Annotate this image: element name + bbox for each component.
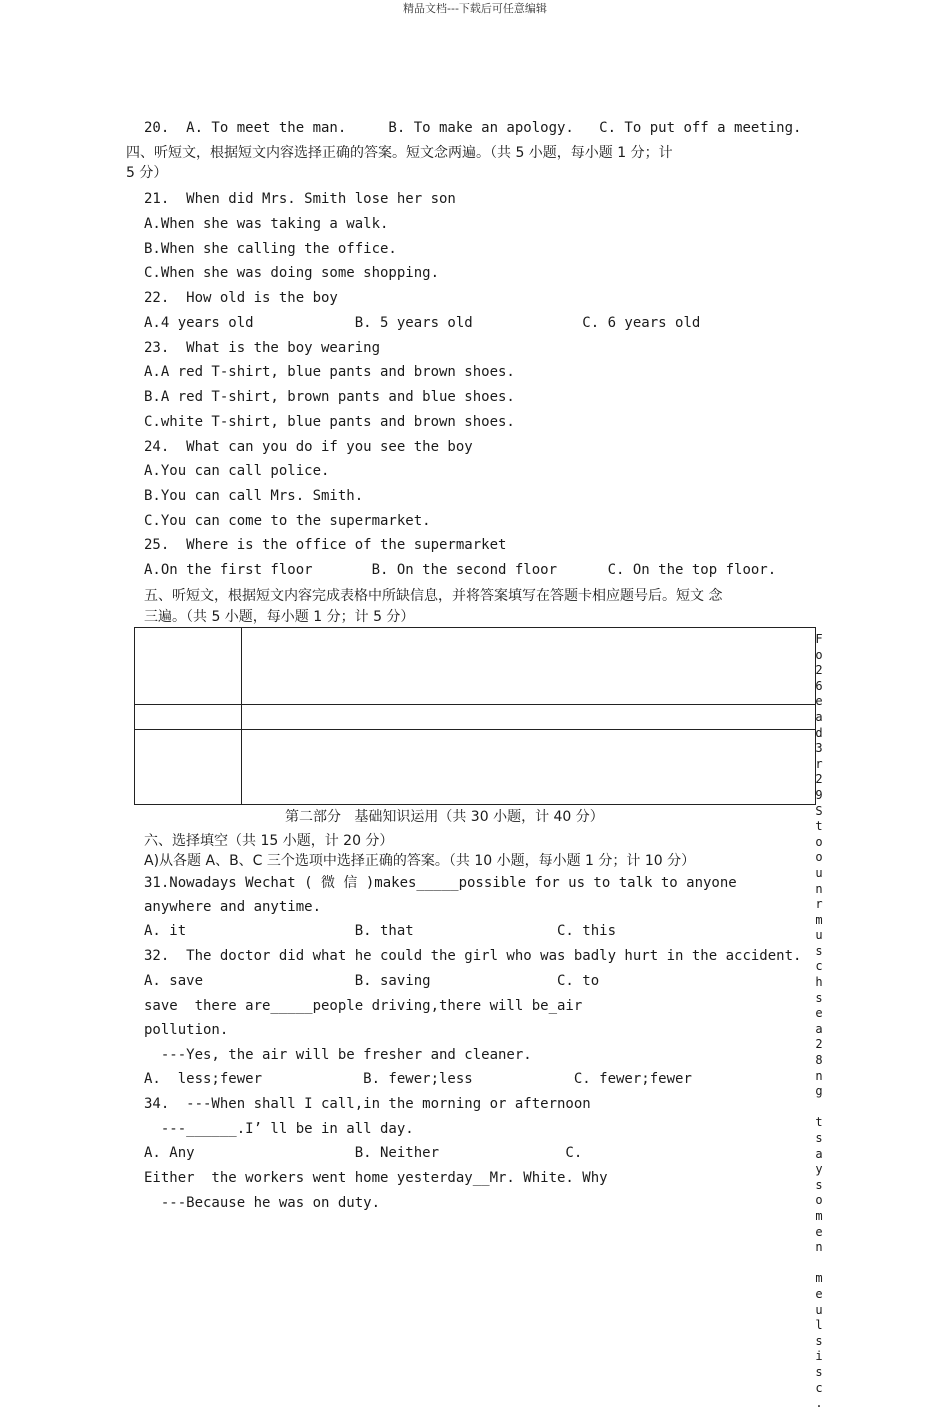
- text-line: 六、选择填空（共 15 小题，计 20 分）: [144, 833, 394, 849]
- page-header: 精品文档---下载后可任意编辑: [403, 2, 547, 15]
- overflow-char: s: [815, 1333, 823, 1348]
- overflow-char: a: [815, 709, 823, 724]
- overflow-char: 2: [815, 1037, 823, 1052]
- text-line: A. less;fewer B. fewer;less C. fewer;fewer: [144, 1071, 692, 1087]
- overflow-char: d: [815, 725, 823, 740]
- table-cell: [242, 628, 816, 705]
- overflow-char: r: [815, 897, 823, 912]
- table-cell: [135, 628, 242, 705]
- text-line: 五、听短文，根据短文内容完成表格中所缺信息，并将答案填写在答题卡相应题号后。短文 念: [144, 588, 723, 604]
- overflow-char: c: [815, 959, 823, 974]
- text-line: ---Because he was on duty.: [144, 1195, 381, 1211]
- overflow-char: u: [815, 865, 823, 880]
- text-line: A.On the first floor B. On the second floor C. On the top floor.: [144, 562, 777, 578]
- text-line: save there are_____people driving,there will be_air: [144, 998, 583, 1014]
- table-cell: [135, 730, 242, 805]
- answer-table: [134, 627, 816, 805]
- text-line: 23. What is the boy wearing: [144, 340, 381, 356]
- text-line: 25. Where is the office of the supermarket: [144, 537, 507, 553]
- overflow-char: u: [815, 1302, 823, 1317]
- text-line: 21. When did Mrs. Smith lose her son: [144, 191, 456, 207]
- text-line: 20. A. To meet the man. B. To make an apology. C. To put off a meeting.: [144, 120, 802, 136]
- overflow-char: 8: [815, 1053, 823, 1068]
- text-line: 第二部分 基础知识运用（共 30 小题，计 40 分）: [285, 809, 604, 825]
- text-line: 22. How old is the boy: [144, 290, 338, 306]
- overflow-char: 2: [815, 772, 823, 787]
- text-line: 5 分）: [126, 165, 168, 181]
- text-line: A.When she was taking a walk.: [144, 216, 389, 232]
- text-line: 三遍。（共 5 小题，每小题 1 分；计 5 分）: [144, 609, 415, 625]
- overflow-char: [812, 1100, 826, 1116]
- overflow-char: m: [815, 912, 823, 927]
- text-line: 24. What can you do if you see the boy: [144, 439, 473, 455]
- overflow-char: a: [815, 1146, 823, 1161]
- text-line: ---______.I’ ll be in all day.: [144, 1121, 414, 1137]
- table-cell: [242, 705, 816, 730]
- overflow-char: e: [815, 694, 823, 709]
- overflow-char: o: [815, 834, 823, 849]
- text-line: B.You can call Mrs. Smith.: [144, 488, 364, 504]
- text-line: 32. The doctor did what he could the girl who was badly hurt in the accident.: [144, 948, 802, 964]
- text-line: B.When she calling the office.: [144, 241, 397, 257]
- text-line: C.white T-shirt, blue pants and brown shoes.: [144, 414, 515, 430]
- overflow-char: s: [815, 943, 823, 958]
- overflow-char: h: [815, 975, 823, 990]
- overflow-char: o: [815, 1193, 823, 1208]
- text-line: A. save B. saving C. to: [144, 973, 600, 989]
- overflow-char: 6: [815, 678, 823, 693]
- overflow-char: n: [815, 881, 823, 896]
- overflow-char: s: [815, 1131, 823, 1145]
- overflow-char: n: [815, 1240, 823, 1255]
- overflow-char: .: [815, 1396, 823, 1411]
- overflow-char: t: [815, 819, 823, 834]
- overflow-char: l: [815, 1318, 823, 1333]
- overflow-char: e: [815, 1286, 823, 1301]
- overflow-char: 3: [815, 741, 823, 756]
- overflow-char: o: [815, 850, 823, 865]
- text-line: anywhere and anytime.: [144, 899, 322, 915]
- overflow-char: m: [815, 1208, 823, 1223]
- text-line: C.When she was doing some shopping.: [144, 265, 440, 281]
- overflow-char: 9: [815, 787, 823, 802]
- overflow-char: s: [815, 990, 823, 1005]
- overflow-char: u: [815, 928, 823, 943]
- overflow-char: s: [815, 1364, 823, 1379]
- text-line: A. it B. that C. this: [144, 923, 617, 939]
- overflow-char: n: [815, 1068, 823, 1083]
- text-line: B.A red T-shirt, brown pants and blue shoes.: [144, 389, 515, 405]
- text-line: 四、听短文，根据短文内容选择正确的答案。短文念两遍。（共 5 小题，每小题 1 分；计: [126, 145, 673, 161]
- overflow-text-column: [812, 632, 826, 1412]
- overflow-char: t: [815, 1115, 823, 1130]
- overflow-char: c: [815, 1380, 823, 1395]
- table-cell: [135, 705, 242, 730]
- overflow-char: e: [815, 1006, 823, 1021]
- text-line: A.4 years old B. 5 years old C. 6 years old: [144, 315, 701, 331]
- text-line: ---Yes, the air will be fresher and cleaner.: [144, 1047, 532, 1063]
- overflow-char: a: [815, 1021, 823, 1036]
- text-line: C.You can come to the supermarket.: [144, 513, 431, 529]
- overflow-char: S: [815, 803, 823, 818]
- text-line: A. Any B. Neither C.: [144, 1145, 583, 1161]
- text-line: 34. ---When shall I call,in the morning or afternoon: [144, 1096, 591, 1112]
- overflow-char: o: [815, 647, 823, 662]
- text-line: A.A red T-shirt, blue pants and brown shoes.: [144, 364, 515, 380]
- text-line: 31.Nowadays Wechat ( 微 信 )makes_____possible for us to talk to anyone: [144, 875, 737, 891]
- overflow-char: s: [815, 1177, 823, 1192]
- overflow-char: y: [815, 1162, 823, 1177]
- overflow-char: [812, 1256, 826, 1272]
- text-line: A)从各题 A、B、C 三个选项中选择正确的答案。（共 10 小题，每小题 1 分；计 10 分）: [144, 853, 696, 869]
- overflow-char: g: [815, 1084, 823, 1099]
- overflow-char: F: [815, 632, 823, 646]
- overflow-char: 2: [815, 663, 823, 678]
- text-line: A.You can call police.: [144, 463, 330, 479]
- overflow-char: e: [815, 1224, 823, 1239]
- overflow-char: r: [815, 756, 823, 771]
- text-line: pollution.: [144, 1022, 229, 1038]
- text-line: Either the workers went home yesterday__Mr. White. Why: [144, 1170, 608, 1186]
- table-cell: [242, 730, 816, 805]
- overflow-char: m: [815, 1271, 823, 1286]
- overflow-char: i: [815, 1349, 823, 1364]
